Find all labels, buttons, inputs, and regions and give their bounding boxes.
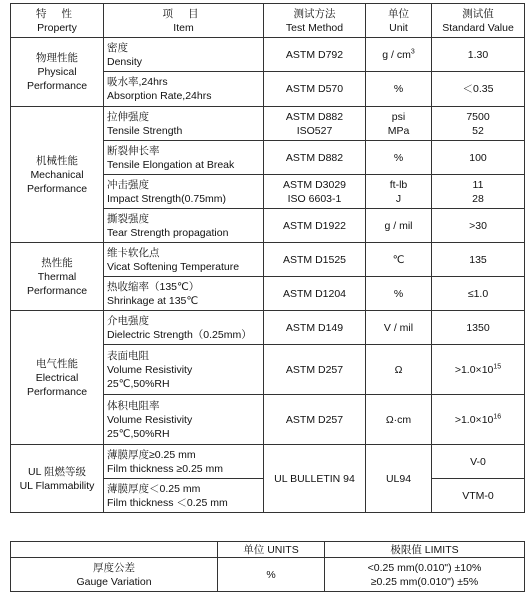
item-absorption: 吸水率,24hrs Absorption Rate,24hrs xyxy=(104,72,264,107)
value-impact: 11 28 xyxy=(432,175,525,209)
item-tensile: 拉伸强度 Tensile Strength xyxy=(104,107,264,141)
method-density: ASTM D792 xyxy=(264,38,366,72)
unit-ul: UL94 xyxy=(366,445,432,513)
method-absorption: ASTM D570 xyxy=(264,72,366,107)
gauge-header-row xyxy=(11,542,525,558)
item-surface-resistivity: 表面电阻 Volume Resistivity 25℃,50%RH xyxy=(104,345,264,395)
gauge-label: 厚度公差 Gauge Variation xyxy=(11,558,218,592)
value-tensile: 7500 52 xyxy=(432,107,525,141)
header-value: 测试值 Standard Value xyxy=(432,4,525,38)
unit-surface-resistivity: Ω xyxy=(366,345,432,395)
table-row xyxy=(11,445,525,479)
gauge-row xyxy=(11,558,525,592)
value-shrinkage: ≤1.0 xyxy=(432,277,525,311)
header-row xyxy=(11,4,525,38)
method-vicat: ASTM D1525 xyxy=(264,243,366,277)
header-unit: 单位 Unit xyxy=(366,4,432,38)
method-elongation: ASTM D882 xyxy=(264,141,366,175)
gauge-header-unit: 单位 UNITS xyxy=(218,542,325,558)
gauge-limits: <0.25 mm(0.010") ±10% ≥0.25 mm(0.010") ±5% xyxy=(325,558,525,592)
table-row xyxy=(11,243,525,277)
method-ul: UL BULLETIN 94 xyxy=(264,445,366,513)
item-impact: 冲击强度 Impact Strength(0.75mm) xyxy=(104,175,264,209)
method-dielectric: ASTM D149 xyxy=(264,311,366,345)
method-impact: ASTM D3029 ISO 6603-1 xyxy=(264,175,366,209)
gauge-unit: % xyxy=(218,558,325,592)
table-row xyxy=(11,107,525,141)
value-absorption: ＜0.35 xyxy=(432,72,525,107)
item-vicat: 维卡软化点 Vicat Softening Temperature xyxy=(104,243,264,277)
table-row xyxy=(11,38,525,72)
group-electrical: 电气性能 Electrical Performance xyxy=(11,311,104,445)
group-thermal: 热性能 Thermal Performance xyxy=(11,243,104,311)
item-density: 密度 Density xyxy=(104,38,264,72)
unit-volume-resistivity: Ω·cm xyxy=(366,395,432,445)
method-surface-resistivity: ASTM D257 xyxy=(264,345,366,395)
value-vicat: 135 xyxy=(432,243,525,277)
header-item: 项 目 Item xyxy=(104,4,264,38)
unit-dielectric: V / mil xyxy=(366,311,432,345)
value-density: 1.30 xyxy=(432,38,525,72)
item-dielectric: 介电强度 Dielectric Strength（0.25mm） xyxy=(104,311,264,345)
value-surface-resistivity: $>1.0\times 10^{15}$ xyxy=(432,345,525,395)
unit-impact: ft-lb J xyxy=(366,175,432,209)
group-mechanical: 机械性能 Mechanical Performance xyxy=(11,107,104,243)
value-tear: >30 xyxy=(432,209,525,243)
method-volume-resistivity: ASTM D257 xyxy=(264,395,366,445)
properties-table xyxy=(10,3,525,513)
item-ul-thick: 薄膜厚度≥0.25 mm Film thickness ≥0.25 mm xyxy=(104,445,264,479)
header-property: 特 性 Property xyxy=(11,4,104,38)
unit-shrinkage: % xyxy=(366,277,432,311)
gauge-variation-table xyxy=(10,541,525,592)
gauge-header-limits: 极限值 LIMITS xyxy=(325,542,525,558)
unit-absorption: % xyxy=(366,72,432,107)
item-shrinkage: 热收缩率（135℃） Shrinkage at 135℃ xyxy=(104,277,264,311)
value-ul-thin: VTM-0 xyxy=(432,479,525,513)
method-shrinkage: ASTM D1204 xyxy=(264,277,366,311)
header-method: 测试方法 Test Method xyxy=(264,4,366,38)
method-tear: ASTM D1922 xyxy=(264,209,366,243)
value-dielectric: 1350 xyxy=(432,311,525,345)
unit-density: g / $cm^3$ xyxy=(366,38,432,72)
method-tensile: ASTM D882 ISO527 xyxy=(264,107,366,141)
unit-tear: g / mil xyxy=(366,209,432,243)
group-physical: 物理性能 Physical Performance xyxy=(11,38,104,107)
group-ul: UL 阻燃等级 UL Flammability xyxy=(11,445,104,513)
unit-elongation: % xyxy=(366,141,432,175)
value-ul-thick: V-0 xyxy=(432,445,525,479)
table-row xyxy=(11,311,525,345)
value-elongation: 100 xyxy=(432,141,525,175)
item-ul-thin: 薄膜厚度＜0.25 mm Film thickness ＜0.25 mm xyxy=(104,479,264,513)
unit-vicat: ℃ xyxy=(366,243,432,277)
unit-tensile: psi MPa xyxy=(366,107,432,141)
value-volume-resistivity: $>1.0\times 10^{16}$ xyxy=(432,395,525,445)
item-volume-resistivity: 体积电阻率 Volume Resistivity 25℃,50%RH xyxy=(104,395,264,445)
item-tear: 撕裂强度 Tear Strength propagation xyxy=(104,209,264,243)
item-elongation: 断裂伸长率 Tensile Elongation at Break xyxy=(104,141,264,175)
gauge-header-blank xyxy=(11,542,218,558)
